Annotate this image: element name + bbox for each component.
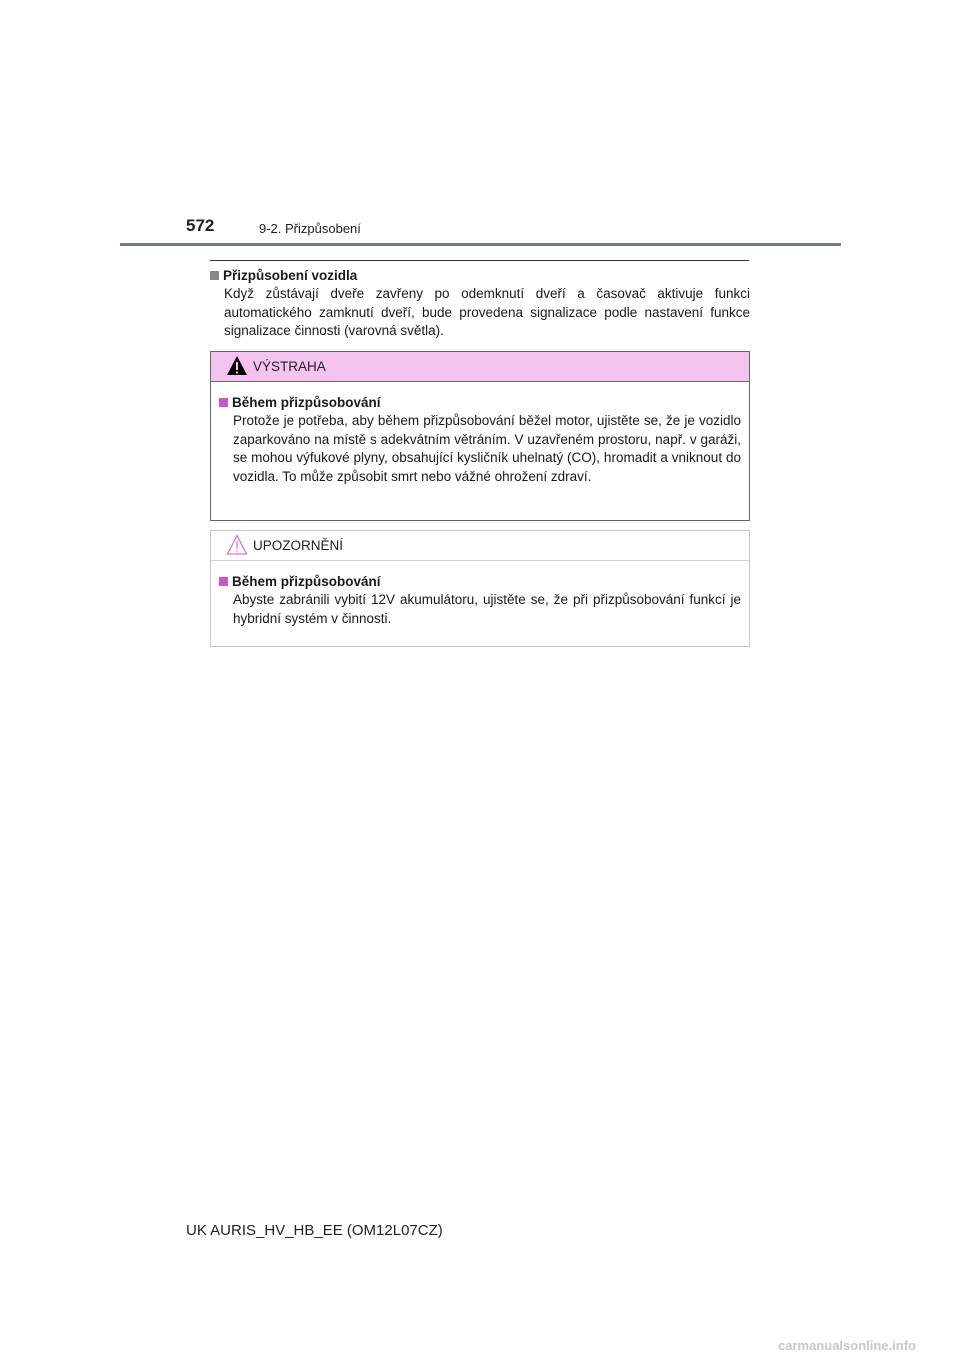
square-bullet-icon xyxy=(219,398,228,407)
caution-triangle-outline-icon xyxy=(226,534,248,556)
intro-heading-text: Přizpůsobení vozidla xyxy=(223,268,358,283)
section-title: 9-2. Přizpůsobení xyxy=(259,221,361,236)
page-number: 572 xyxy=(186,216,215,235)
warning-heading xyxy=(219,393,741,412)
warning-title: VÝSTRAHA xyxy=(253,359,326,374)
section-divider xyxy=(210,260,749,261)
notice-header xyxy=(211,531,749,561)
warning-heading-text: Během přizpůsobování xyxy=(232,395,381,410)
header-divider xyxy=(120,243,841,246)
intro-section xyxy=(210,266,750,341)
notice-body xyxy=(211,561,749,628)
notice-heading-text: Během přizpůsobování xyxy=(232,574,381,589)
warning-triangle-icon xyxy=(226,355,248,377)
notice-box xyxy=(210,530,750,647)
square-bullet-icon xyxy=(210,271,219,280)
warning-box xyxy=(210,351,750,521)
notice-text: Abyste zabránili vybití 12V akumulátoru, ujistěte se, že při přizpůsobování funkcí je hybridní systém v činnosti. xyxy=(233,592,741,626)
warning-header xyxy=(211,352,749,382)
notice-title: UPOZORNĚNÍ xyxy=(253,538,344,553)
watermark: carmanualsonline.info xyxy=(778,1338,916,1353)
intro-heading xyxy=(210,266,750,285)
document-code: UK AURIS_HV_HB_EE (OM12L07CZ) xyxy=(186,1222,443,1239)
square-bullet-icon xyxy=(219,577,228,586)
warning-text: Protože je potřeba, aby během přizpůsobování běžel motor, ujistěte se, že je vozidlo zaparkováno na místě s adekvátním větráním. V uzavřeném prostoru, např. v garáži, se mohou výfukové plyny, obsahující kysličník uhelnatý (CO), hromadit a vniknout do vozidla. To může způsobit smrt nebo vážné ohrožení zdraví. xyxy=(233,413,741,484)
notice-heading xyxy=(219,572,741,591)
warning-body xyxy=(211,382,749,486)
intro-text: Když zůstávají dveře zavřeny po odemknutí dveří a časovač aktivuje funkci automatického zamknutí dveří, bude provedena signalizace podle nastavení funkce signalizace činnosti (varovná světla). xyxy=(224,286,750,338)
